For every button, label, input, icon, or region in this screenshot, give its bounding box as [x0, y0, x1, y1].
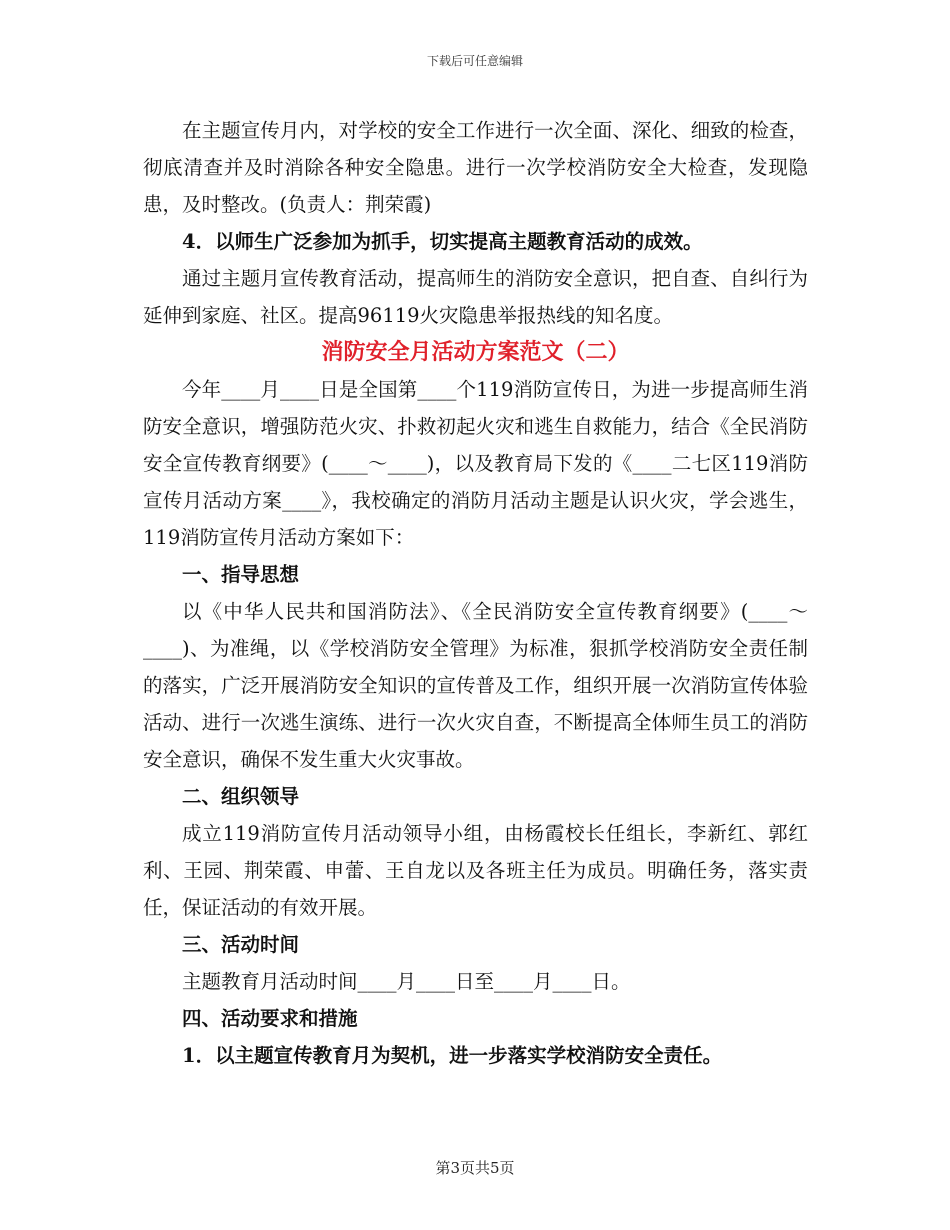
paragraph-intro: 今年____月____日是全国第____个119消防宣传日，为进一步提高师生消防安全意识，增强防范火灾、扑救初起火灾和逃生自救能力，结合《全民消防安全宣传教育纲要》(____～____)，以及教育局下发的《____二七区119消防宣传月活动方案____》，我校确定的消防月活动主题是认识火灾，学会逃生，119消防宣传月活动方案如下：	[143, 378, 808, 549]
heading-activity-time: 三、活动时间	[182, 933, 300, 956]
heading-guiding-ideology: 一、指导思想	[182, 563, 300, 586]
document-body	[143, 112, 808, 1074]
heading-organization: 二、组织领导	[182, 785, 300, 808]
item-1-heading: 1．以主题宣传教育月为契机，进一步落实学校消防安全责任。	[182, 1044, 723, 1067]
section-title: 消防安全月活动方案范文（二）	[321, 339, 630, 365]
paragraph-awareness: 通过主题月宣传教育活动，提高师生的消防安全意识，把自查、自纠行为延伸到家庭、社区。提高96119火灾隐患举报热线的知名度。	[143, 267, 808, 327]
paragraph-inspection: 在主题宣传月内，对学校的安全工作进行一次全面、深化、细致的检查，彻底清查并及时消除各种安全隐患。进行一次学校消防安全大检查，发现隐患，及时整改。(负责人：荆荣霞)	[143, 119, 808, 216]
paragraph-activity-time: 主题教育月活动时间____月____日至____月____日。	[182, 970, 631, 993]
page-footer: 第3页共5页	[435, 1159, 515, 1177]
paragraph-organization: 成立119消防宣传月活动领导小组，由杨霞校长任组长，李新红、郭红利、王园、荆荣霞、申蕾、王自龙以及各班主任为成员。明确任务，落实责任，保证活动的有效开展。	[143, 822, 808, 919]
heading-requirements: 四、活动要求和措施	[182, 1007, 358, 1030]
page-header: 下载后可任意编辑	[426, 54, 523, 68]
paragraph-guiding-ideology: 以《中华人民共和国消防法》、《全民消防安全宣传教育纲要》(____～____)、为准绳，以《学校消防安全管理》为标准，狠抓学校消防安全责任制的落实，广泛开展消防安全知识的宣传普及工作，组织开展一次消防宣传体验活动、进行一次逃生演练、进行一次火灾自查，不断提高全体师生员工的消防安全意识，确保不发生重大火灾事故。	[143, 600, 808, 771]
item-4-heading: 4．以师生广泛参加为抓手，切实提高主题教育活动的成效。	[182, 230, 703, 253]
